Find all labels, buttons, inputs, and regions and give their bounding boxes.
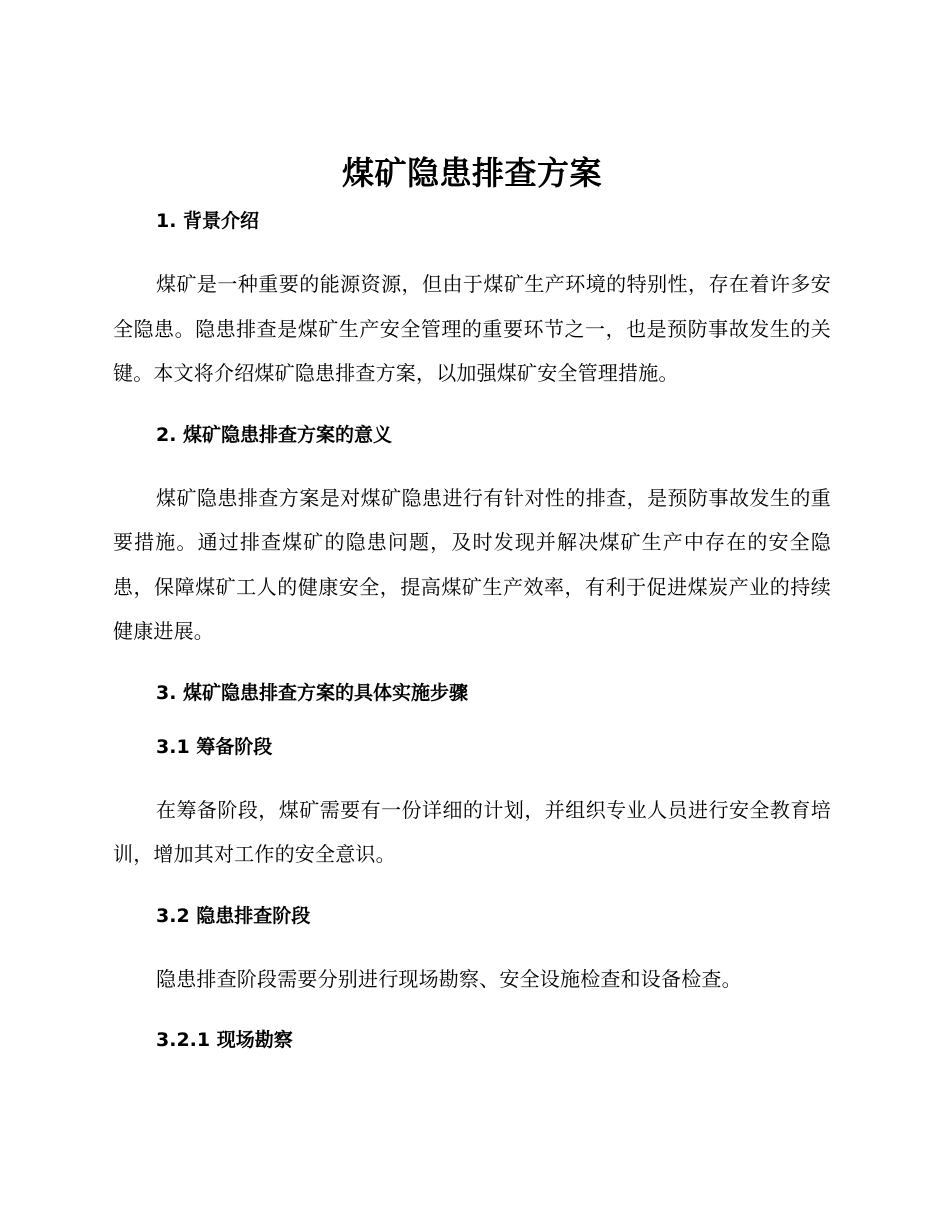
subsection-heading-preparation: 3.1 筹备阶段 [156,735,273,758]
paragraph-inspection: 隐患排查阶段需要分别进行现场勘察、安全设施检查和设备检查。 [156,966,742,991]
paragraph-significance: 煤矿隐患排查方案是对煤矿隐患进行有针对性的排查，是预防事故发生的重要措施。通过排查煤矿的隐患问题，及时发现并解决煤矿生产中存在的安全隐患，保障煤矿工人的健康安全，提高煤矿生产效率，有利于促进煤炭产业的持续健康进展。 [113,485,831,643]
document-body [113,150,831,1055]
subsection-heading-site-survey: 3.2.1 现场勘察 [156,1029,293,1051]
paragraph-preparation: 在筹备阶段，煤矿需要有一份详细的计划，并组织专业人员进行安全教育培训，增加其对工作的安全意识。 [113,797,831,866]
section-heading-steps: 3. 煤矿隐患排查方案的具体实施步骤 [156,681,469,704]
document-title: 煤矿隐患排查方案 [341,154,602,192]
section-heading-background: 1. 背景介绍 [156,210,260,232]
subsection-heading-inspection: 3.2 隐患排查阶段 [156,904,311,927]
paragraph-background: 煤矿是一种重要的能源资源，但由于煤矿生产环境的特别性，存在着许多安全隐患。隐患排查是煤矿生产安全管理的重要环节之一，也是预防事故发生的关键。本文将介绍煤矿隐患排查方案，以加强煤矿安全管理措施。 [113,272,831,385]
section-heading-significance: 2. 煤矿隐患排查方案的意义 [156,423,393,446]
